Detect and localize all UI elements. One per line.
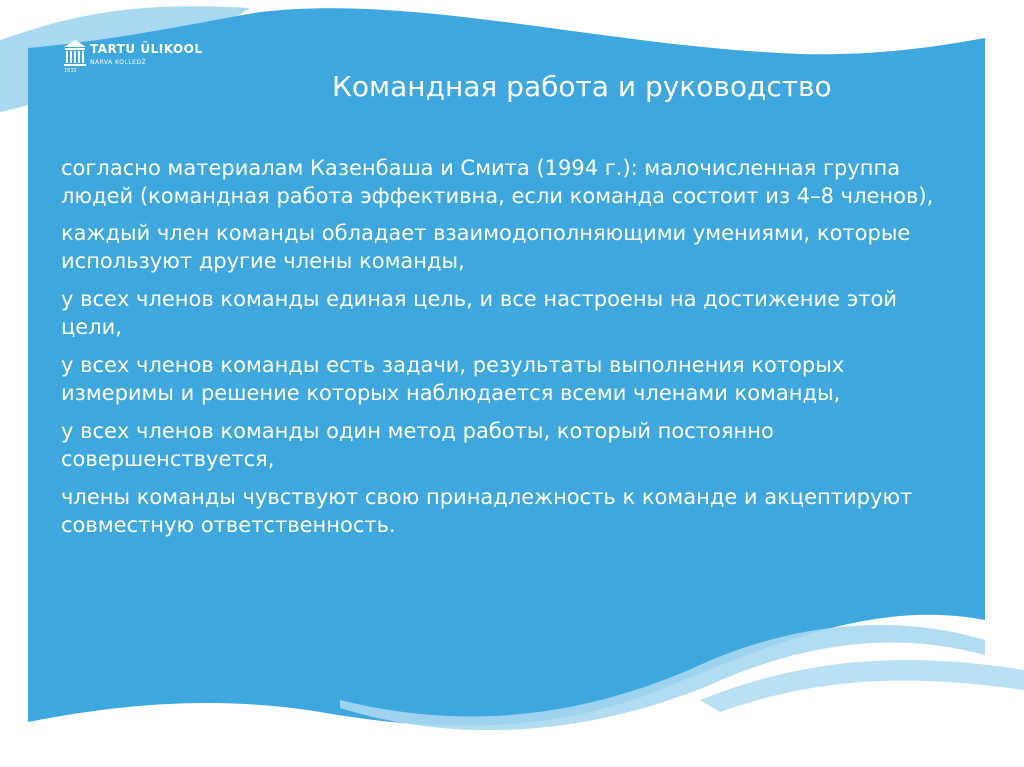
logo-year: 1632 (64, 68, 77, 74)
list-item: у всех членов команды есть задачи, результаты выполнения которых измеримы и решение которых наблюдается всеми членами команды, (61, 353, 845, 405)
list-item: у всех членов команды единая цель, и все настроены на достижение этой цели, (61, 287, 897, 339)
logo-name: TARTU ÜLIKOOL (90, 42, 203, 56)
building-icon (62, 38, 88, 72)
list-item: у всех членов команды один метод работы, который постоянно совершенствуется, (61, 419, 774, 471)
university-logo (62, 38, 212, 76)
list-item: каждый член команды обладает взаимодополняющими умениями, которые используют другие члены команды, (61, 221, 911, 273)
list-item: согласно материалам Казенбаша и Смита (1994 г.): малочисленная группа людей (командная работа эффективна, если команда состоит из 4–8 членов), (61, 156, 934, 208)
slide-content (61, 154, 961, 549)
logo-subtitle: NARVA KOLLEDŽ (90, 59, 147, 66)
list-item: члены команды чувствуют свою принадлежность к команде и акцептируют совместную ответственность. (61, 485, 913, 537)
slide-title: Командная работа и руководство (332, 70, 832, 103)
bottom-white-wave (560, 704, 1024, 767)
